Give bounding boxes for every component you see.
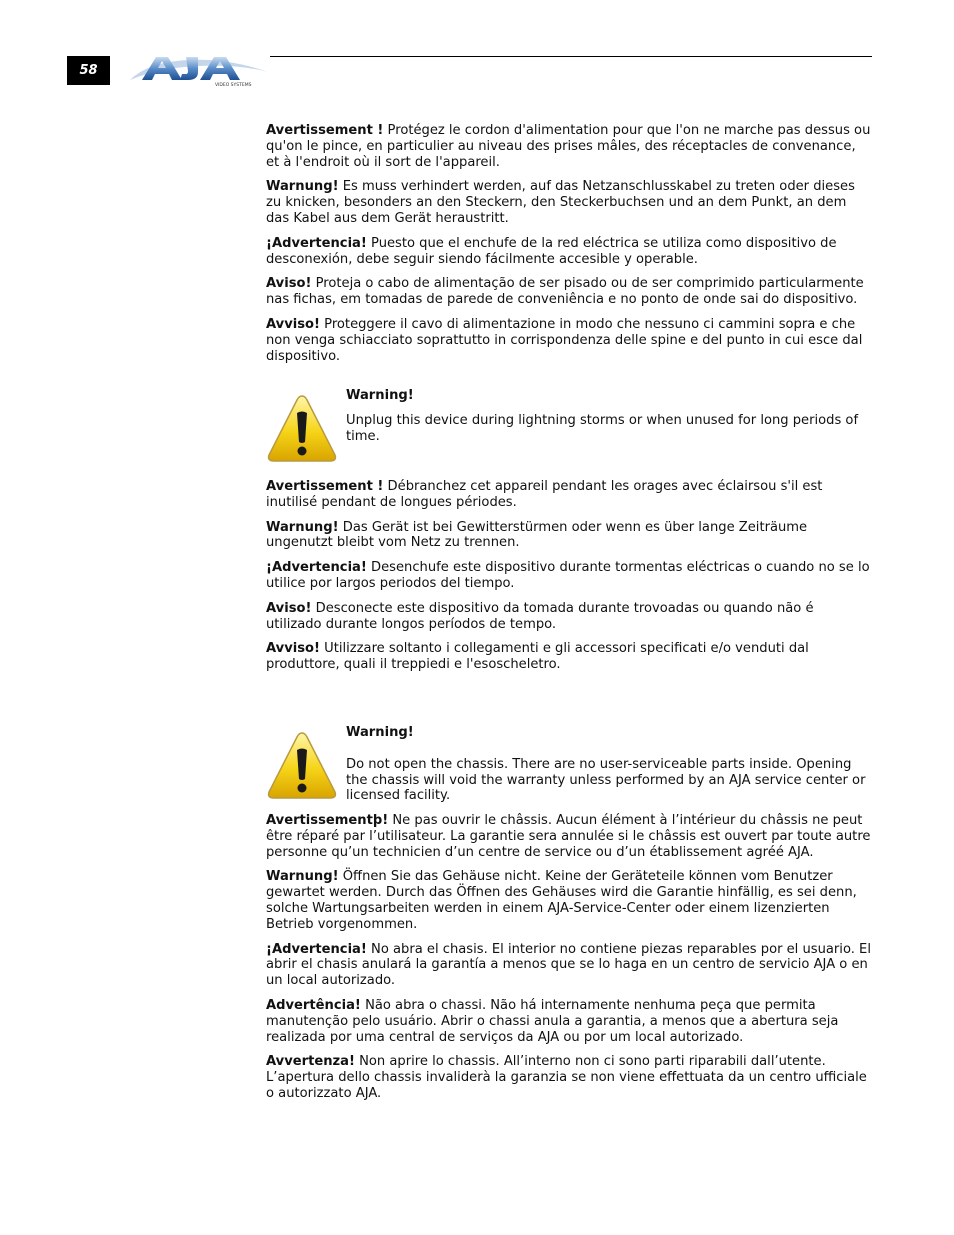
header-rule — [270, 56, 872, 57]
section-chassis — [266, 813, 872, 1102]
section-lightning — [266, 479, 872, 673]
warning-text — [346, 725, 872, 804]
paragraph-es: ¡Advertencia! Desenchufe este dispositivo durante tormentas eléctricas o cuando no se lo utilice por largos periodos del tiempo. — [266, 560, 870, 591]
warning-triangle-icon — [266, 730, 338, 802]
page-header — [0, 0, 954, 100]
paragraph-it: Avviso! Utilizzare soltanto i collegamenti e gli accessori specificati e/o venduti dal produttore, quali il treppiedi e l'esoscheletro. — [266, 641, 809, 673]
paragraph-de: Warnung! Öffnen Sie das Gehäuse nicht. Keine der Geräteteile können vom Benutzer gewartet werden. Durch das Öffnen des Gehäuses wird die Garantie hinfällig, es sei denn, solche Wartungsarbeiten werden in einem AJA-Service-Center oder einem lizenzierten Betrieb vorgenommen. — [266, 869, 857, 932]
aja-logo — [128, 52, 270, 88]
paragraph-pt: Aviso! Desconecte este dispositivo da tomada durante trovoadas ou quando não é utilizado durante longos períodos de tempo. — [266, 600, 814, 632]
paragraph-pt: Aviso! Proteja o cabo de alimentação de ser pisado ou de ser comprimido particularmente nas fichas, em tomadas de parede de conveniência e no ponto de onde sai do dispositivo. — [266, 276, 864, 308]
paragraph-pt: Advertência! Não abra o chassi. Não há internamente nenhuma peça que permita manutenção pelo usuário. Abrir o chassi anula a garantia, a menos que a abertura seja realizada por uma central de serviços da AJA ou por um local autorizado. — [266, 997, 839, 1045]
paragraph-fr: Avertissement ! Débranchez cet appareil pendant les orages avec éclairsou s'il est inutilisé pendant de longues périodes. — [266, 479, 823, 510]
paragraph-es: ¡Advertencia! No abra el chasis. El interior no contiene piezas reparables por el usuario. El abrir el chasis anulará la garantía a menos que se lo haga en un centro de servicio AJA o en un local autorizado. — [266, 941, 871, 989]
warning-body: Unplug this device during lightning storms or when unused for long periods of time. — [346, 412, 859, 444]
paragraph-de: Warnung! Das Gerät ist bei Gewitterstürmen oder wenn es über lange Zeiträume ungenutzt bleibt vom Netz zu trennen. — [266, 519, 808, 551]
warning-title: Warning! — [346, 388, 414, 403]
paragraph-it: Avviso! Proteggere il cavo di alimentazione in modo che nessuno ci cammini sopra e che non venga schiacciato soprattutto in corrispondenza delle spine e del punto in cui esce dal dispositivo. — [266, 316, 863, 364]
page-number: 58 — [67, 56, 110, 85]
paragraph-es: ¡Advertencia! Puesto que el enchufe de la red eléctrica se utiliza como dispositivo de desconexión, debe seguir siendo fácilmente accesible y operable. — [266, 235, 837, 267]
warning-title: Warning! — [346, 725, 414, 740]
warning-text — [346, 388, 872, 444]
warning-triangle-icon — [266, 393, 338, 465]
paragraph-de: Warnung! Es muss verhindert werden, auf das Netzanschlusskabel zu treten oder dieses zu knicken, besonders an den Steckern, den Steckerbuchsen und an dem Punkt, an dem das Kabel aus dem Gerät heraustritt. — [266, 179, 855, 226]
warning-body: Do not open the chassis. There are no user-serviceable parts inside. Opening the chassis will void the warranty unless performed by an AJA service center or licensed facility. — [346, 756, 866, 804]
paragraph-it: Avvertenza! Non aprire lo chassis. All’interno non ci sono parti riparabili dall’utente. L’apertura dello chassis invaliderà la garanzia se non viene effettuata da un centro ufficiale o autorizzato AJA. — [266, 1054, 867, 1101]
paragraph-fr: Avertissementþ! Ne pas ouvrir le châssis. Aucun élément à l’intérieur du châssis ne peut être réparé par l’utilisateur. La garantie sera annulée si le châssis est ouvert par toute autre personne qu’un technicien d’un centre de service ou d’un établissement agréé AJA. — [266, 813, 871, 860]
logo-subtext: VIDEO SYSTEMS — [215, 83, 252, 88]
paragraph-fr: Avertissement ! Protégez le cordon d'alimentation pour que l'on ne marche pas dessus ou qu'on le pince, en particulier au niveau des prises mâles, des réceptacles de convenance, et à l'endroit où il sort de l'appareil. — [266, 123, 871, 170]
section-power-cord — [266, 123, 872, 364]
